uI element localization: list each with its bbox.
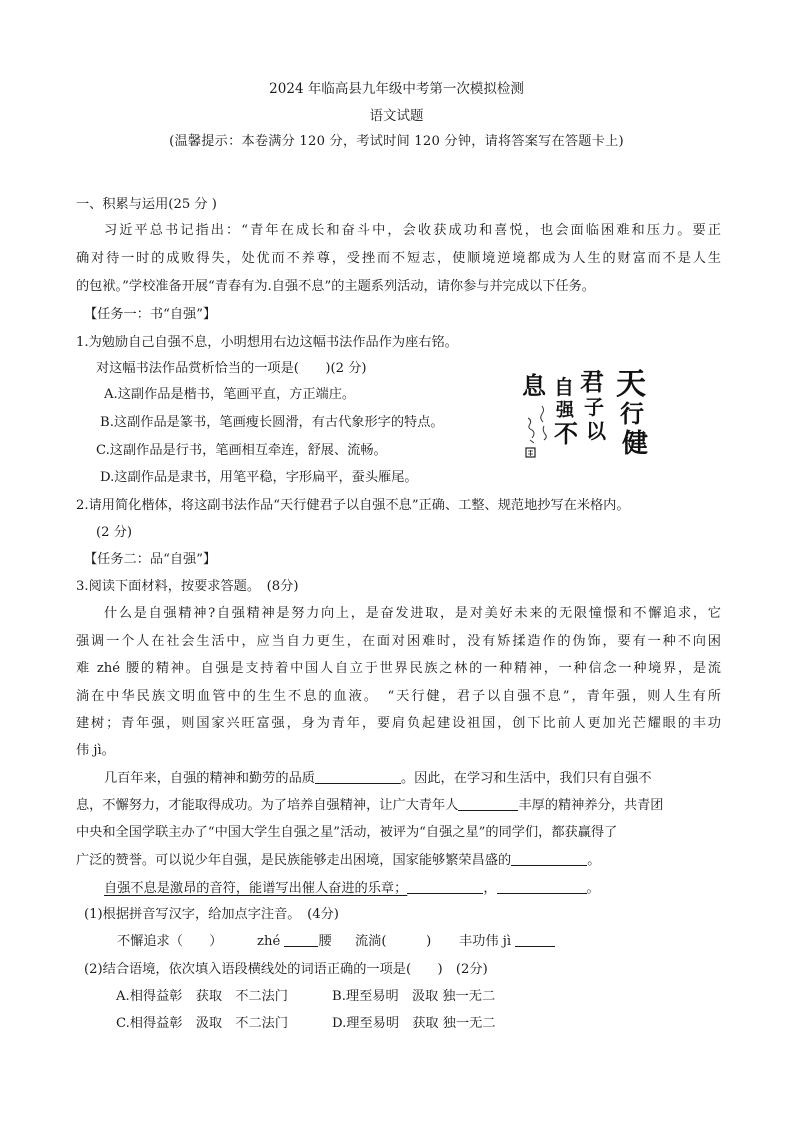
sub1-item-3: 流淌( ) (355, 934, 432, 949)
answer-blank-5[interactable] (497, 881, 587, 894)
sub1-item-4: 丰功伟 jì (459, 933, 555, 951)
calligraphy-artwork (518, 368, 654, 460)
answer-blank-2[interactable] (458, 798, 518, 811)
calligraphy-char: 行 (620, 399, 644, 428)
sub2-option-b: B.理至易明 汲取 独一无二 (332, 989, 496, 1004)
calligraphy-char: 健 (622, 429, 649, 459)
answer-blank-ji[interactable] (515, 934, 555, 947)
q1-option-c: C.这副作品是行书，笔画相互牵连，舒展、流畅。 (96, 443, 387, 458)
signature-scribble (528, 406, 546, 443)
answer-blank-3[interactable] (511, 853, 587, 866)
q2-score: (2 分) (96, 525, 133, 540)
sub1-item-2: zhé 腰 (257, 934, 332, 949)
sub1-stem: (1)根据拼音写汉字，给加点字注音。 (4分) (84, 907, 339, 922)
exam-notice: (温馨提示：本卷满分 120 分，考试时间 120 分钟，请将答案写在答题卡上) (169, 134, 624, 149)
sub2-option-a: A.相得益彰 获取 不二法门 (116, 989, 288, 1004)
q3-stem: 3.阅读下面材料，按要求答题。 (8分) (76, 579, 299, 594)
passage-p1-line-4: 淌在中华民族文明血管中的生生不息的血液。 “天行健，君子以自强不息”，青年强，则人生有所 (76, 689, 721, 704)
passage-p3-line: 自强不息是激昂的音符，能谱写出催人奋进的乐章； ， 。 (104, 881, 600, 896)
calligraphy-char: 子 (584, 395, 604, 419)
sub2-option-d: D.理至易明 获取 独一无二 (332, 1016, 496, 1031)
q1-sub: 对这幅书法作品赏析恰当的一项是( )(2 分) (96, 361, 367, 376)
passage-p2-line-1: 几百年来，自强的精神和勤劳的品质 。因此，在学习和生活中，我们只有自强不 (104, 771, 652, 786)
passage-p1-line-3: 难 zhé 腰的精神。自强是支持着中国人自立于世界民族之林的一种精神，一种信念一种境界，是流 (76, 661, 721, 676)
answer-blank-1[interactable] (315, 771, 401, 784)
q2-stem: 2.请用简化楷体，将这副书法作品“天行健君子以自强不息”正确、工整、规范地抄写在米格内。 (76, 498, 630, 513)
calligraphy-char: 不 (554, 419, 578, 448)
calligraphy-char: 君 (580, 368, 604, 396)
passage-p2-line-3: 中央和全国学联主办了“中国大学生自强之星”活动，被评为“自强之星”的同学们，都获赢得了 (76, 825, 618, 840)
task2-heading: 【任务二：品“自强”】 (84, 552, 217, 567)
calligraphy-char: 息 (522, 371, 546, 400)
section-heading: 一、积累与运用(25 分 ) (76, 197, 217, 212)
calligraphy-char: 以 (586, 419, 606, 443)
passage-p1-line-5: 建树；青年强，则国家兴旺富强，身为青年，要肩负起建设祖国，创下比前人更加光芒耀眼的丰功 (76, 716, 721, 731)
intro-line-3: 的包袱。”学校准备开展“青春有为.自强不息”的主题系列活动，请你参与并完成以下任务。 (76, 279, 595, 294)
task1-heading: 【任务一：书“自强”】 (84, 307, 217, 322)
sub2-option-c: C.相得益彰 汲取 不二法门 (116, 1016, 289, 1031)
q1-stem: 1.为勉励自己自强不息，小明想用右边这幅书法作品作为座右铭。 (76, 335, 458, 350)
underlined-sentence: 自强不息是激昂的音符，能谱写出催人奋进的乐章； (104, 881, 408, 896)
passage-p1-line-1: 什么是自强精神?自强精神是努力向上，是奋发进取，是对美好未来的无限憧憬和不懈追求，它 (104, 606, 721, 621)
passage-p1-line-2: 强调一个人在社会生活中，应当自力更生，在面对困难时，没有矫揉造作的伪饰，要有一种不向困 (76, 634, 721, 649)
intro-line-2: 确对待一时的成败得失，处优而不养尊，受挫而不短志，使顺境逆境都成为人生的财富而不是人生 (76, 251, 721, 266)
sub2-stem: (2)结合语境，依次填入语段横线处的词语正确的一项是( ) (2分) (84, 962, 488, 977)
q1-option-b: B.这副作品是篆书，笔画瘦长圆滑，有古代象形字的特点。 (100, 415, 444, 430)
answer-blank-zhe[interactable] (284, 934, 318, 947)
calligraphy-char: 强 (556, 400, 574, 421)
passage-p2-line-2: 息，不懈努力，才能取得成功。为了培养自强精神，让广大青年人 丰厚的精神养分，共青团 (76, 798, 664, 813)
answer-blank-4[interactable] (407, 881, 483, 894)
calligraphy-char: 自 (554, 375, 574, 399)
sub1-item-1: 不懈追求（ ） (117, 934, 223, 949)
q1-option-a: A.这副作品是楷书，笔画平直，方正端庄。 (104, 387, 356, 402)
intro-line-1: 习近平总书记指出：“青年在成长和奋斗中，会收获成功和喜悦，也会面临困难和压力。要正 (104, 223, 721, 238)
passage-p1-line-6: 伟 jì。 (76, 743, 115, 758)
calligraphy-char: 天 (616, 368, 646, 402)
q1-option-d: D.这副作品是隶书，用笔平稳，字形扁平，蚕头雁尾。 (100, 470, 418, 485)
subject-title: 语文试题 (369, 108, 424, 124)
passage-p2-line-4: 广泛的赞誉。可以说少年自强，是民族能够走出困境，国家能够繁荣昌盛的 。 (76, 853, 601, 868)
exam-title: 2024 年临高县九年级中考第一次模拟检测 (269, 81, 524, 97)
